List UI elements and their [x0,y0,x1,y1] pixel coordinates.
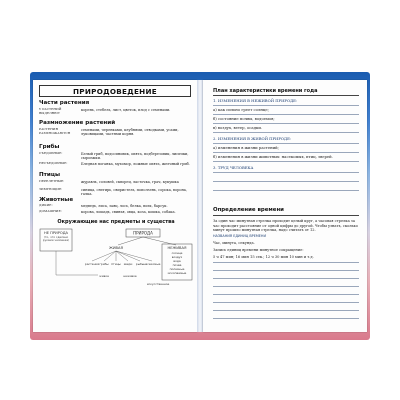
row-label: НЕСЪЕДОБНЫЕ: [39,161,68,165]
rule-line [213,143,359,144]
plan-item: а) изменения в жизни растений; [213,145,279,150]
category-label: искусственное [146,282,170,286]
info-row [39,162,193,176]
non-nature-note-wrap [41,236,71,251]
nonliving-item: вода [173,259,181,263]
rule-line [213,262,359,263]
row-label: СЪЕДОБНЫЕ: [39,151,63,155]
page-title: ПРИРОДОВЕДЕНИЕ [39,85,191,97]
rule-line [213,270,359,271]
rule-line [213,318,359,319]
nonliving-item: полезные [169,267,185,271]
row-label: РАСТЕНИЯ РАЗМНОЖАЮТСЯ [39,127,71,135]
section-title: Определение времени [213,207,284,213]
category-label: живое [99,274,109,278]
rule-line [213,190,359,191]
branch-line [92,251,116,261]
right-page [203,80,367,332]
plan-item: б) состояние почвы, водоемов; [213,116,275,121]
row-label: ПЕРЕЛЕТНЫЕ: [39,179,65,183]
rule-line [213,123,359,124]
row-label: ДОМАШНИЕ: [39,209,62,213]
branch-line [116,251,140,261]
rule-line [213,105,359,106]
row-text: Белый гриб, подосиновик, опята, подберезовик, лисички, сыроежки. [81,152,189,161]
rule-line [213,294,359,295]
living-leaf: грибы [99,262,109,266]
plan-item: 3. ТРУД ЧЕЛОВЕКА [213,165,254,170]
living-leaf: рыбы [135,262,145,266]
plan-title: План характеристики времени года [213,88,318,94]
rule-line [213,132,359,133]
paragraph: 5 ч 47 мин; 16 мин 15 сек.; 12 ч 30 мин 10 мин и т.д. [213,255,314,259]
living-leaf: насекомые [143,262,161,266]
row-text: медведь, лиса, заяц, лось, белка, волк, барсук. [81,204,168,208]
branch-line [118,237,143,245]
rule-line [213,302,359,303]
info-row [39,128,193,142]
nonliving-item: ископаемые [167,271,187,275]
nature-label: ПРИРОДА [133,230,153,236]
subheading: НАЗВАНИЯ ЕДИНИЦ ВРЕМЕНИ [213,234,266,238]
plan-item: 1. ИЗМЕНЕНИЯ В НЕЖИВОЙ ПРИРОДЕ: [213,98,298,103]
plan-item: 2. ИЗМЕНЕНИЯ В ЖИВОЙ ПРИРОДЕ: [213,136,292,141]
rule-line [213,114,359,115]
nonliving-item: солнце [171,251,183,255]
branch-line [116,251,152,261]
row-text: корень, стебель, лист, цветок, плод с семенами. [81,108,171,112]
row-text: семенами, черенками, клубнями, отводками, усами, луковицами, частями корня. [81,128,179,137]
section-heading: Части растения [39,100,90,106]
rule-line [213,310,359,311]
living-leaf: птицы [111,262,121,266]
nonliving-item: почва [172,263,182,267]
rule-line [213,278,359,279]
rule-line [213,181,359,182]
section-heading: Птицы [39,172,61,178]
divider [213,95,359,96]
plan-item: в) воздух, ветер, осадки. [213,125,263,130]
paragraph: Час, минута, секунда. [213,241,255,245]
left-page [33,80,197,332]
nonliving-item: воздух [171,255,183,259]
non-nature-label: НЕ ПРИРОДА [44,231,68,235]
plan-item: а) как сильно греет солнце; [213,107,269,112]
divider [213,215,359,216]
section-heading: Грибы [39,144,60,150]
rule-line [213,172,359,173]
diagram-heading: Окружающие нас предметы и существа [57,219,175,225]
row-label: У РАСТЕНИЙ ВЫДЕЛЯЮТ [39,107,62,115]
nonliving-label: НЕЖИВАЯ [167,246,187,250]
row-text: журавль, соловей, скворец, ласточка, грач, кукушка [81,180,179,184]
row-label: ДИКИЕ: [39,203,53,207]
section-heading: Животные [39,197,74,203]
non-nature-note: (то, что сделано руками человека) [42,236,70,243]
row-label: ЗИМУЮЩИЕ: [39,187,63,191]
row-text: Бледная поганка, мухомор, ложные опята, желчный гриб. [81,162,190,166]
row-text: корова, лошадь, свинья, овца, коза, кошка, собака. [81,210,176,214]
row-text: синица, снегирь, свиристель, поползень, сорока, ворона, галка. [81,188,187,197]
branch-line [104,251,116,261]
living-leaf: звери [123,262,133,266]
rule-line [213,286,359,287]
paragraph: За один час минутная стрелка проходит целый круг, а часовая стрелка за час проходит расстояние от одной цифры до другой. Чтобы узнать, сколько минут прошло минутная стрелка, надо считать от 12. [213,219,358,232]
section-heading: Размножение растений [39,120,116,126]
paragraph: Запись единиц времени минутное сокращение: [213,248,304,252]
plan-item: б) изменения в жизни животных: насекомых, птиц, зверей. [213,154,333,159]
rule-line [213,161,359,162]
living-leaf: растения [84,262,100,266]
category-label: неживое [123,274,137,278]
living-label: ЖИВАЯ [109,246,123,250]
rule-line [213,152,359,153]
nature-diagram [38,227,194,327]
